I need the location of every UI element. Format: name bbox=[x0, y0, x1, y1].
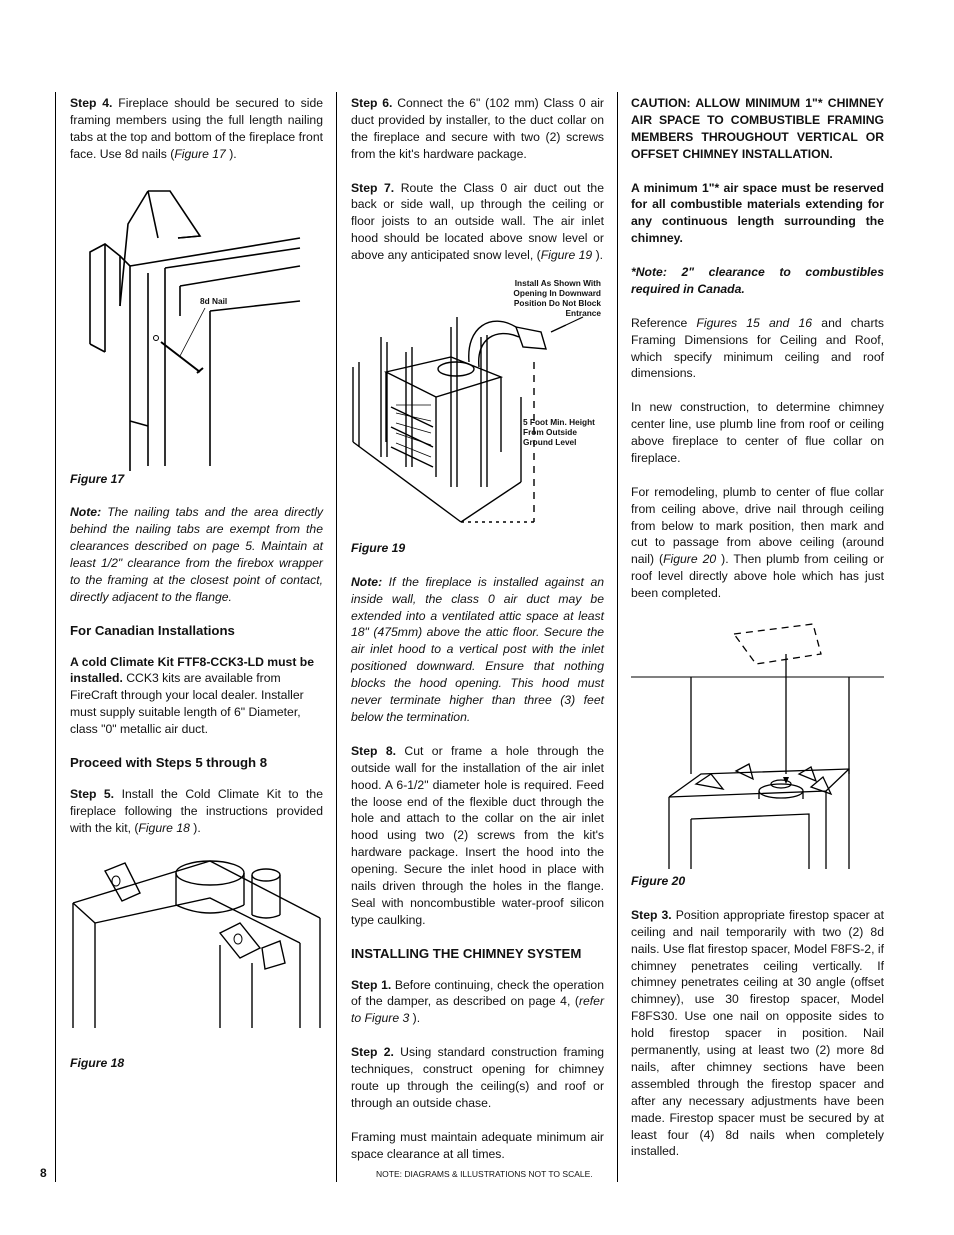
figure-20 bbox=[631, 619, 884, 879]
step7-paragraph: Step 7. Route the Class 0 air duct out the back or side wall, up through the ceiling or floor joists to an outside wall. The air inlet hood should be located above snow level or above any anticipated snow level, (Figure 19 ). bbox=[351, 180, 604, 263]
new-construction-paragraph: In new construction, to determine chimney center line, use plumb line from roof or ceiling above fireplace to center of flue collar on fireplace. bbox=[631, 400, 884, 465]
step6-paragraph: Step 6. Connect the 6" (102 mm) Class 0 air duct provided by installer, to the duct collar on the fireplace and secure with two (2) screws from the kit's hardware package. bbox=[351, 96, 604, 161]
column-3 bbox=[631, 95, 884, 1177]
fig19-label-height-l2: From Outside bbox=[523, 426, 577, 437]
canadian-heading: For Canadian Installations bbox=[70, 622, 235, 638]
figure-17 bbox=[70, 176, 323, 471]
step5-paragraph: Step 5. Install the Cold Climate Kit to the fireplace following the instructions provided with the kit, (Figure 18 ). bbox=[70, 786, 323, 835]
framing-paragraph: Framing must maintain adequate minimum air space clearance at all times. bbox=[351, 1129, 604, 1161]
fig17-nail-label: 8d Nail bbox=[200, 295, 228, 306]
fig19-label-hood-l1: Install As Shown With bbox=[514, 277, 601, 288]
chimney-heading: INSTALLING THE CHIMNEY SYSTEM bbox=[351, 945, 582, 961]
col2-note: Note: If the fireplace is installed against an inside wall, the class 0 air duct may be extended into a ventilated attic space at least 18" (475mm) above the attic floor. Secure the air inlet hood to a vertical post with the inlet positioned downward. Ensure that nothing blocks the hood opening. This hood must never terminate higher than three (3) feet below the termination. bbox=[351, 574, 604, 724]
fig19-label-hood-l2: Opening In Downward bbox=[513, 287, 601, 298]
column-rule-mid2 bbox=[617, 92, 618, 1182]
page-number: 8 bbox=[40, 1166, 47, 1180]
figure-18-caption: Figure 18 bbox=[70, 1056, 125, 1071]
figure-19 bbox=[351, 277, 604, 540]
chimney-step2: Step 2. Using standard construction framing techniques, construct opening for chimney route up through the ceiling(s) and roof or through an outside chase. bbox=[351, 1045, 604, 1110]
reference-paragraph: Reference Figures 15 and 16 and charts Framing Dimensions for Ceiling and Roof, which specify minimum ceiling and roof dimensions. bbox=[631, 315, 884, 381]
figure-20-caption: Figure 20 bbox=[631, 874, 686, 888]
fig19-label-height-l1: 5 Foot Min. Height bbox=[523, 416, 595, 427]
step4-paragraph: Step 4. Fireplace should be secured to side framing members using the full length nailing tabs at the top and bottom of the fireplace front face. Use 8d nails (Figure 17 ). bbox=[70, 96, 324, 161]
column-2 bbox=[351, 95, 604, 1179]
fig19-label-height-l3: Ground Level bbox=[523, 436, 577, 447]
canada-note: *Note: 2" clearance to combustibles required in Canada. bbox=[631, 265, 884, 296]
footer-note: NOTE: DIAGRAMS & ILLUSTRATIONS NOT TO SCALE. bbox=[376, 1169, 593, 1179]
column-rule-mid1 bbox=[336, 92, 337, 1182]
remodel-paragraph: For remodeling, plumb to center of flue collar from ceiling above, drive nail through ceiling from below to mark position, then mark and cut to passage from above ceiling (around nail) (Figure 20 ). Then plumb from ceiling or roof level directly above hole which has just been completed. bbox=[631, 484, 884, 601]
figure-17-caption: Figure 17 bbox=[70, 471, 125, 486]
chimney-step3: Step 3. Position appropriate firestop spacer at ceiling and nail temporarily with two (2) 8d nails. Use flat firestop spacer, Model F8FS-2, if chimney penetrates ceiling vertically. If chimney penetrates ceiling at 30 angle (offset chimney), use 30 firestop spacer, Model F8FS30. Use one nail on opposite sides to hold firestop spacer in position. Nail permanently, using at least two (2) more 8d nails, after chimney sections have been assembled through the firestop spacer and after any necessary adjustments have been made. Firestop spacer must be secured by at least four (4) 8d nails when completely installed. bbox=[631, 907, 884, 1159]
col1-note: Note: The nailing tabs and the area directly behind the nailing tabs are exempt from the clearances described on page 5. Maintain at least 1/2" clearance from the firebox wrapper to the framing at the closest point of contact, directly adjacent to the flange. bbox=[70, 505, 323, 604]
airspace-paragraph: A minimum 1"* air space must be reserved for all combustible materials extending for any continuous length surrounding the chimney. bbox=[631, 180, 884, 246]
column-rule-left bbox=[55, 92, 56, 1182]
fig19-label-hood-l3: Position Do Not Block bbox=[513, 297, 601, 308]
column-1 bbox=[70, 95, 323, 1089]
proceed-heading: Proceed with Steps 5 through 8 bbox=[70, 754, 268, 770]
chimney-step1: Step 1. Before continuing, check the operation of the damper, as described on page 4, (refer to Figure 3 ). bbox=[351, 977, 604, 1026]
caution-paragraph: CAUTION: ALLOW MINIMUM 1"* CHIMNEY AIR SPACE TO COMBUSTIBLE FRAMING MEMBERS THROUGHOUT VERTICAL OR OFFSET CHIMNEY INSTALLATION. bbox=[631, 96, 884, 161]
figure-18 bbox=[70, 853, 323, 1063]
figure-19-caption: Figure 19 bbox=[351, 540, 406, 555]
cold-climate-paragraph: A cold Climate Kit FTF8-CCK3-LD must be installed. CCK3 kits are available from FireCraft through your local dealer. Installer must supply suitable length of 6" Diameter, class "0" metallic air duct. bbox=[70, 654, 314, 737]
fig19-label-hood-l4: Entrance bbox=[565, 307, 601, 318]
step8-paragraph: Step 8. Cut or frame a hole through the outside wall for the installation of the air inlet hood. A 6-1/2" diameter hole is required. Feed the loose end of the flexible duct through the hole and attach to the collar on the air inlet hood using two (2) screws from the kit's hardware package. Insert the hood into the opening. Secure the inlet hood in place with nails driven through the holes in the flange. Seal with noncombustible water-proof silicon type caulking. bbox=[351, 743, 604, 927]
